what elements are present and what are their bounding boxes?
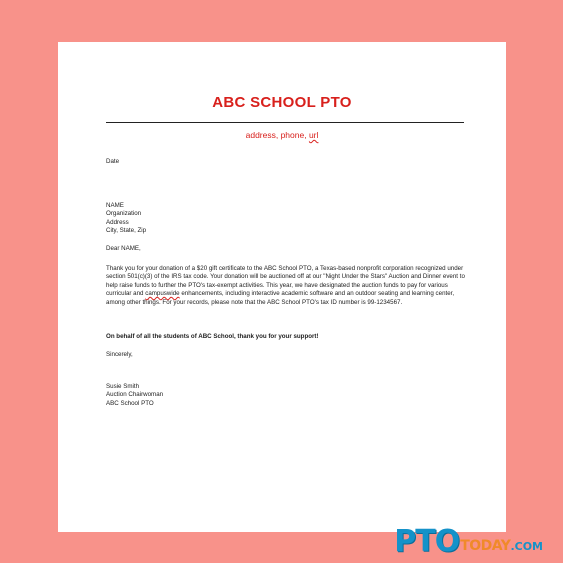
logo-pto-text: PTO [394, 524, 460, 559]
signature-name: Susie Smith [106, 383, 140, 390]
date-label: Date [106, 158, 120, 165]
recipient-name: NAME [106, 202, 124, 209]
contact-line [58, 130, 506, 140]
header-divider [106, 122, 464, 123]
salutation [106, 245, 466, 253]
body-paragraph-text [106, 265, 466, 307]
letter-title: ABC SCHOOL PTO [212, 94, 352, 111]
signature-title: Auction Chairwoman [106, 391, 164, 399]
closing-statement [106, 333, 466, 341]
recipient-block [106, 202, 466, 236]
logo-today-text: TODAY [460, 538, 511, 554]
salutation-text: Dear NAME, [106, 245, 141, 252]
recipient-organization: Organization [106, 210, 142, 218]
signoff-text: Sincerely, [106, 351, 133, 358]
signature-block [106, 383, 466, 408]
body-text-part2: enhancements, including interactive academic software and an outdoor seating and learning center, among other things. For your records, please note that the ABC School PTO's tax ID number is 99-1234567. [106, 290, 455, 306]
letter-page [58, 42, 506, 532]
signoff [106, 351, 466, 359]
contact-text: address, phone, [245, 130, 309, 140]
misspelled-word: campuswide [145, 290, 180, 298]
signature-organization: ABC School PTO [106, 399, 154, 407]
pto-today-logo [394, 523, 543, 557]
date-line [106, 158, 466, 166]
recipient-city-state-zip: City, State, Zip [106, 227, 147, 235]
contact-url: url [308, 130, 319, 140]
logo-com-text: .COM [510, 540, 543, 553]
closing-statement-text: On behalf of all the students of ABC School, thank you for your support! [106, 333, 319, 340]
body-paragraph [106, 265, 466, 307]
body-text-part1: Thank you for your donation of a $20 gift certificate to the ABC School PTO, a Texas-based nonprofit corporation recognized under section 501(c)(3) of the IRS tax code. Your donation will be auctioned off at our "Night Under the Stars" Auction and Dinner event to help raise funds to further the PTO's tax-exempt activities. This year, we have designated the auction funds to pay for various curricular and [106, 265, 465, 298]
recipient-address: Address [106, 218, 129, 226]
